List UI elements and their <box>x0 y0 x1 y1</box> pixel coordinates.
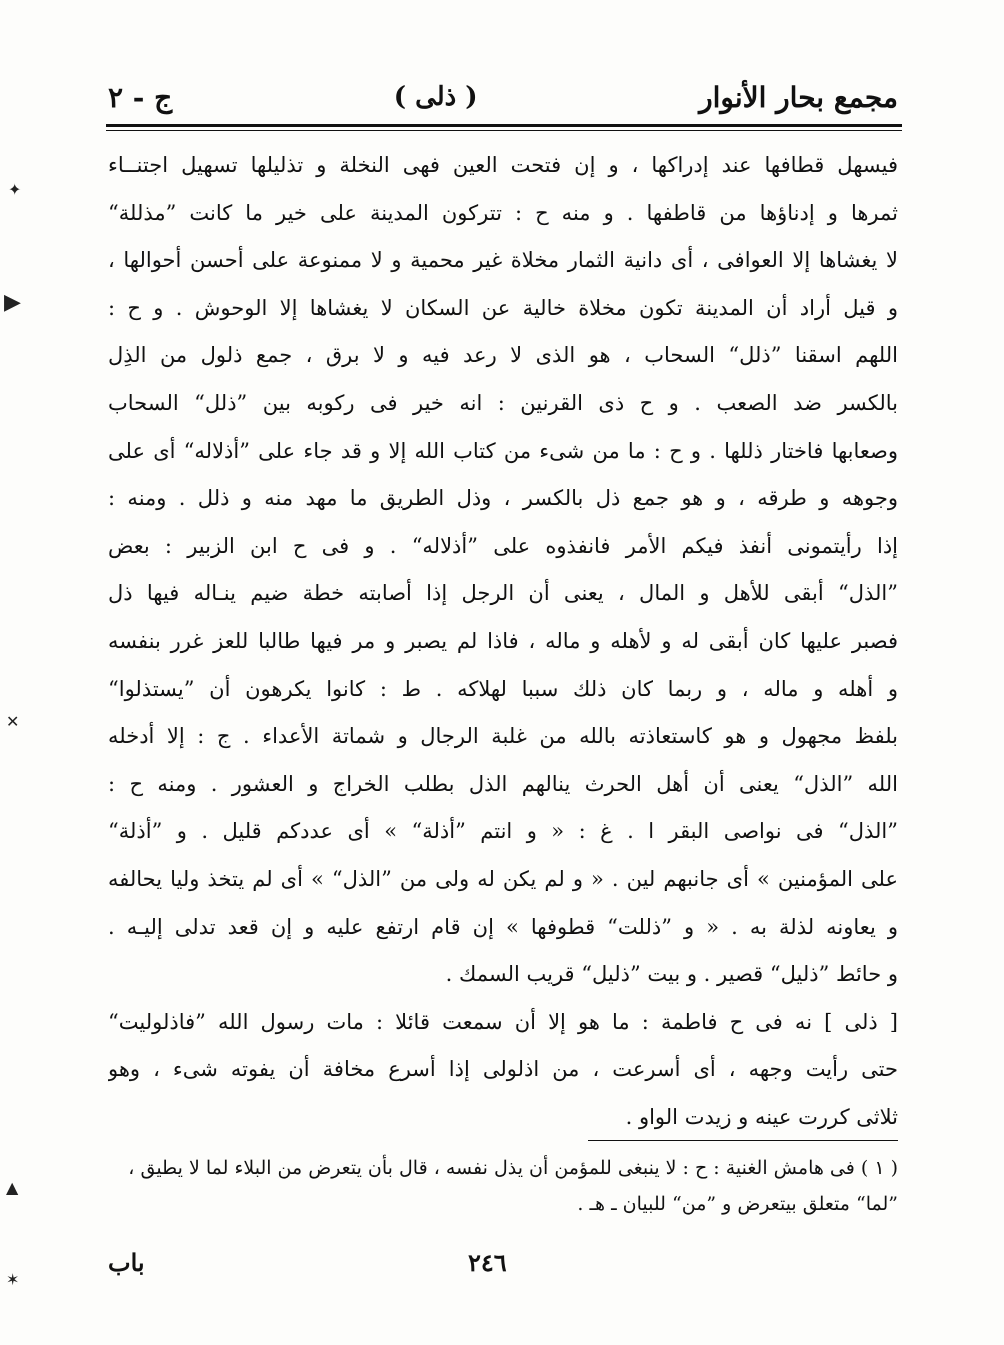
footnote-separator <box>588 1140 898 1141</box>
text-line: و قيل أراد أن المدينة تكون مخلاة خالية عن السكان لا يغشاها إلا الوحوش . و ح : <box>108 295 898 320</box>
text-line: [ ذلى ] نه فى ح فاطمة : ما هو إلا أن سمعت قائلا : مات رسول الله ”فاذلوليت“ <box>108 1009 898 1034</box>
text-line: و حائط ”ذليل“ قصير . و بيت ”ذليل“ قريب السمك . <box>445 962 898 987</box>
margin-mark: ✦ <box>8 180 22 199</box>
margin-mark: ▶ <box>4 290 21 315</box>
header-rule-thin <box>106 130 902 131</box>
catchword: باب <box>108 1248 145 1277</box>
text-line: فيسهل قطافها عند إدراكها ، و إن فتحت العين فهى النخلة و تذليلها تسهيل اجتنــاء <box>108 153 898 177</box>
margin-mark: ✶ <box>6 1270 20 1289</box>
text-line: ”الذل“ أبقى للأهل و المال ، يعنى أن الرجل إذا أصابته خطة ضيم ينـاله فيها ذل <box>108 581 898 606</box>
margin-mark: ▲ <box>6 1178 19 1197</box>
text-line: بلفظ مجهول و هو كاستعاذته بالله من غلبة الرجال و شماتة الأعداء . ج : إلا أدخله <box>108 724 898 749</box>
text-line: فصبر عليها كان أبقى له و لأهله و ماله ، فاذا لم يصبر و مر فيها طالبا للعز غرر بنفسه <box>108 628 898 653</box>
text-line: ثلاثى كررت عينه و زيدت الواو . <box>625 1104 898 1129</box>
text-line: الله ”الذل“ يعنى أن أهل الحرث ينالهم الذل بطلب الخراج و العشور . ومنه ح : <box>108 771 898 796</box>
page-number: ٢٤٦ <box>468 1248 507 1277</box>
text-line: لا يغشاها إلا العوافى ، أى دانية الثمار مخلاة غير محمية و لا ممنوعة على أحسن أحوالها ، <box>108 248 898 273</box>
entry-root: ( ذلى ) <box>393 82 478 112</box>
footnote-line: ( ١ ) فى هامش الغنية : ح : لا ينبغى للمؤمن أن يذل نفسه ، قال بأن يتعرض من البلاء لما لا يطيق ، <box>128 1157 898 1179</box>
main-text <box>108 142 898 1141</box>
text-line: على المؤمنين » أى جانبهم لين . « و لم يكن له ولى من ”الذل“ » أى لم يتخذ وليا يحالفه <box>108 866 898 891</box>
text-line: بالكسر ضد الصعب . و ح ذى القرنين : انه خير فى ركوبه بين ”ذلل“ السحاب <box>108 390 898 415</box>
text-line: ثمرها و إدناؤها من قاطفها . و منه ح : تتركون المدينة على خير ما كانت ”مذللة“ <box>108 200 898 225</box>
text-line: و يعاونه لذلة به . « و ”ذللت“ قطوفها » إن قام ارتفع عليه و إن قعد تدلى إليـه . <box>108 914 898 939</box>
text-line: و أهله و ماله ، و ربما كان ذلك سببا لهلاكه . ط : كانوا يكرهون أن ”يستذلوا“ <box>108 676 898 701</box>
footnotes <box>108 1150 898 1222</box>
margin-mark: ✕ <box>6 712 20 731</box>
text-line: وصعابها فاختار ذللها . و ح : ما من شىء من كتاب الله إلا و قد جاء على ”أذلاله“ أى على <box>108 438 898 463</box>
text-line: اللهم اسقنا ”ذلل“ السحاب ، هو الذى لا رعد فيه و لا برق ، جمع ذلول من الذِل <box>108 343 898 368</box>
volume-number: ج - ٢ <box>108 80 173 114</box>
header-rule-thick <box>106 124 902 127</box>
page-footer <box>108 1248 898 1288</box>
running-header <box>108 72 898 122</box>
book-title: مجمع بحار الأنوار <box>699 80 898 114</box>
text-line: حتى رأيت وجهه ، أى أسرعت ، من اذلولى إذا أسرع مخافة أن يفوته شىء ، وهو <box>108 1057 898 1082</box>
text-line: ”الذل“ فى نواصى البقر ا . غ : « و انتم ”أذلة“ » أى عددكم قليل . و ”أذلة“ <box>108 819 898 844</box>
footnote-line: ”لما“ متعلق بيتعرض و ”من“ للبيان ـ هـ . <box>577 1193 898 1215</box>
text-line: إذا رأيتمونى أنفذ فيكم الأمر فانفذوه على ”أذلاله“ . و فى ح ابن الزبير : بعض <box>108 533 898 558</box>
text-line: وجوهه و طرقه ، و هو جمع ذل بالكسر ، وذل الطريق ما مهد منه و ذلل . ومنه : <box>108 486 898 511</box>
